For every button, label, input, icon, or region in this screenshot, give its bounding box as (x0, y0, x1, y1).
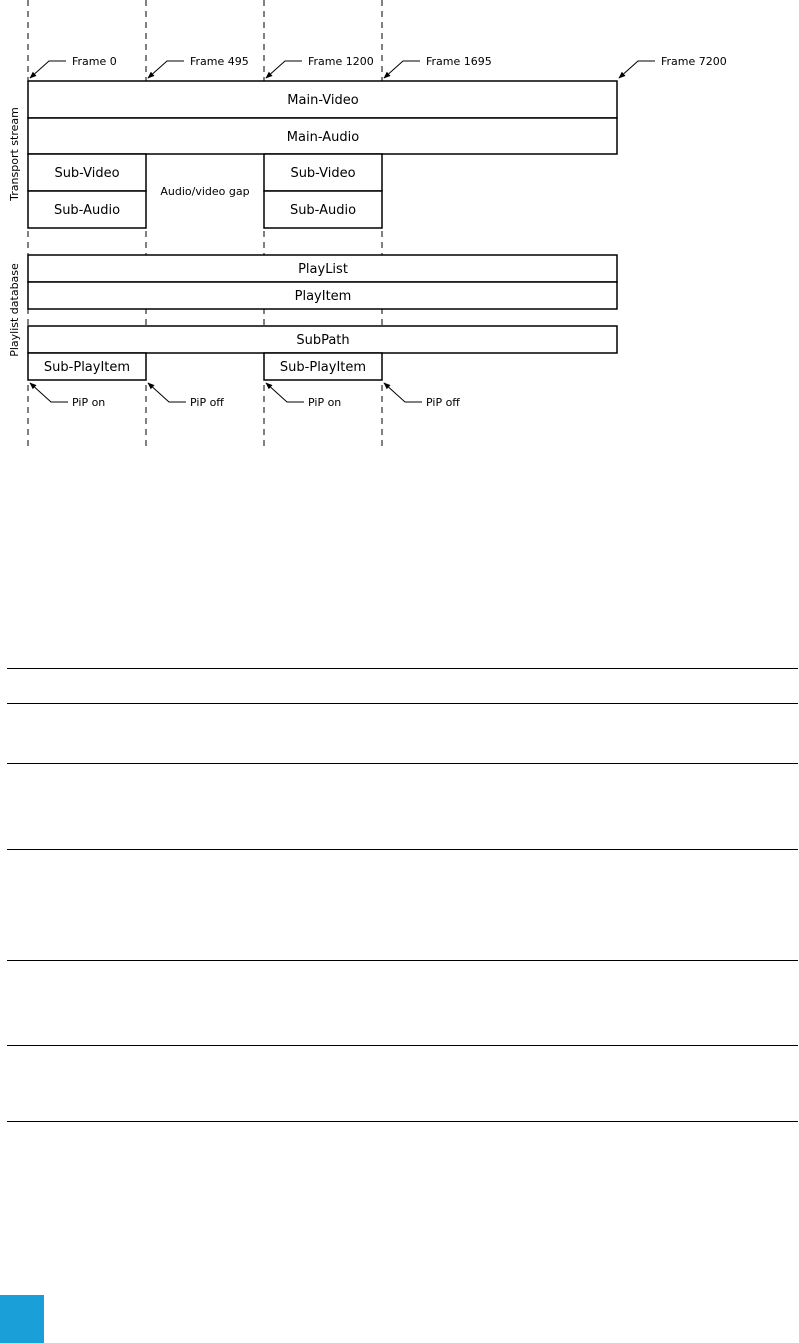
audio-video-gap-label: Audio/video gap (160, 185, 250, 198)
sub-video-label-1: Sub-Video (54, 166, 120, 181)
frame-495-label: Frame 495 (190, 55, 249, 68)
playlist-database-label: Playlist database (8, 263, 21, 357)
frame-1200-label: Frame 1200 (308, 55, 374, 68)
table-rule-2 (7, 703, 798, 704)
sub-playitem-label-2: Sub-PlayItem (279, 360, 367, 375)
sub-video-label-2: Sub-Video (290, 166, 356, 181)
table-rule-1 (7, 668, 798, 669)
pip-off-label-2: PiP off (426, 396, 460, 409)
pip-off-label-1: PiP off (190, 396, 224, 409)
table-rule-7 (7, 1121, 798, 1122)
playlist-label: PlayList (298, 262, 348, 277)
pip-on-label-2: PiP on (308, 396, 342, 409)
main-video-label: Main-Video (287, 93, 359, 108)
sub-playitem-label-1: Sub-PlayItem (43, 360, 131, 375)
table-rule-4 (7, 849, 798, 850)
subpath-label: SubPath (296, 333, 350, 348)
sub-audio-label-1: Sub-Audio (53, 203, 121, 218)
frame-7200-label: Frame 7200 (661, 55, 727, 68)
table-rule-5 (7, 960, 798, 961)
playitem-label: PlayItem (294, 289, 352, 304)
sub-audio-label-2: Sub-Audio (289, 203, 357, 218)
frame-0-label: Frame 0 (72, 55, 117, 68)
frame-1695-label: Frame 1695 (426, 55, 492, 68)
main-audio-label: Main-Audio (286, 130, 360, 145)
table-rule-6 (7, 1045, 798, 1046)
table-rule-3 (7, 763, 798, 764)
transport-stream-label: Transport stream (8, 107, 21, 201)
pip-timeline-diagram (0, 0, 799, 460)
page-corner-tab (0, 1295, 44, 1343)
pip-on-label-1: PiP on (72, 396, 106, 409)
